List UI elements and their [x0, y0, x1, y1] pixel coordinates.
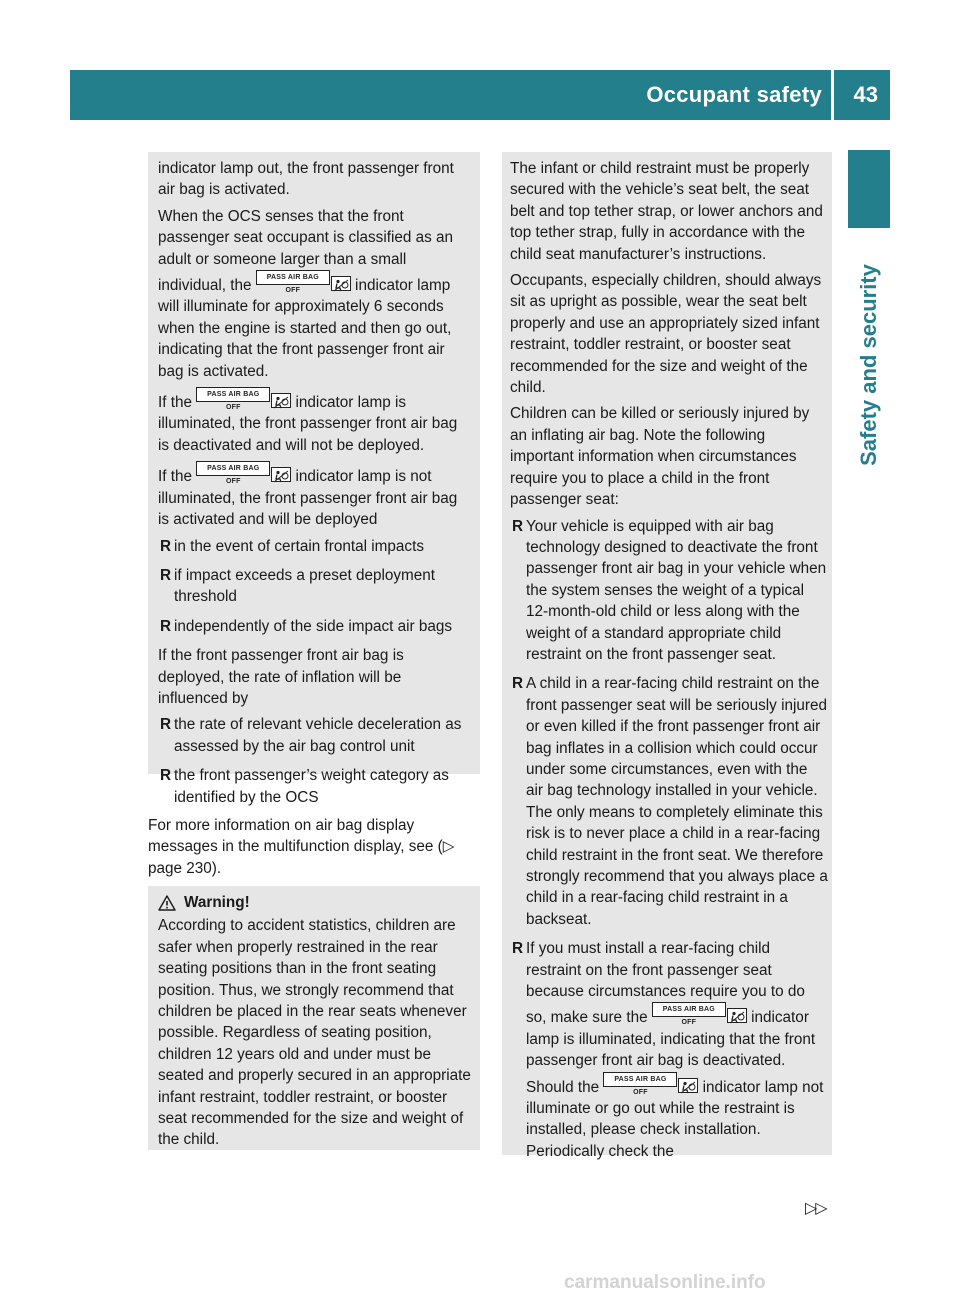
list-item [510, 673, 828, 930]
paragraph: The infant or child restraint must be properly secured with the vehicle’s seat belt, the seat belt and top tether strap, or lower anchors and top tether strap, fully in accordance with the child seat manufacturer’s instructions. [510, 160, 823, 263]
bullet-mark: R [160, 767, 172, 785]
header-divider [831, 70, 834, 120]
pass-airbag-off-label: PASS AIR BAG OFF [196, 461, 270, 476]
text-run: For more information on air bag display messages in the multifunction display, see ( [148, 817, 443, 856]
bullet-mark: R [160, 617, 172, 635]
text-run: indicator lamp will illuminate for approximately 6 seconds when the engine is started and then go out, indicating that the front passenger front air bag is activated. [158, 277, 452, 380]
pass-airbag-off-label: PASS AIR BAG OFF [196, 387, 270, 402]
bullet-mark: R [512, 940, 524, 958]
airbag-off-icon [678, 1078, 698, 1093]
list-item-text: Your vehicle is equipped with air bag technology designed to deactivate the front passenger front air bag in your vehicle when the system senses the weight of a typical 12-month-old child or less along with the weight of a standard appropriate child restraint on the front passenger seat. [526, 517, 827, 663]
page-reference-link[interactable]: page 230). [148, 859, 222, 877]
deployment-bullet-list [158, 536, 472, 638]
warning-text: According to accident statistics, children are safer when properly restrained in the rear seating positions than in the front seating position. Thus, we strongly recommend that children be placed in the rear seats whenever possible. Regardless of seating position, children 12 years old and under must be seated and properly secured in an appropriate infant restraint, toddler restraint, or booster seat recommended for the size and weight of the child. [158, 917, 471, 1149]
list-item-text: the front passenger’s weight category as identified by the OCS [174, 767, 449, 806]
airbag-off-icon [271, 393, 291, 408]
list-item [510, 938, 828, 1162]
airbag-off-lamp [256, 274, 351, 295]
page-reference-arrow-icon: ▷ [442, 838, 455, 856]
text-run: indicator lamp is illuminated, indicating that the front passenger front air bag is deactivated. Should the [526, 1009, 816, 1096]
paragraph: Children can be killed or seriously injured by an inflating air bag. Note the following important information when circumstances require you to place a child in the front passenger seat: [510, 405, 810, 509]
list-item-text: if impact exceeds a preset deployment threshold [174, 566, 436, 606]
list-item [158, 565, 472, 608]
airbag-off-icon [331, 276, 351, 291]
child-restraint-panel [502, 152, 832, 1160]
side-chapter-tab [845, 245, 893, 485]
paragraph [158, 387, 472, 456]
bullet-mark: R [160, 716, 172, 734]
paragraph: Occupants, especially children, should always sit as upright as possible, wear the seat belt properly and use an appropriately sized infant restraint, toddler restraint, or booster seat recommended for the size and weight of the child. [510, 272, 822, 397]
watermark: carmanualsonline.info [564, 1272, 766, 1293]
paragraph: indicator lamp out, the front passenger front air bag is activated. [158, 160, 454, 199]
pass-airbag-off-label: PASS AIR BAG OFF [256, 270, 330, 285]
side-thumb-marker [848, 150, 890, 228]
section-title: Occupant safety [646, 82, 822, 107]
text-run: If the [158, 394, 193, 412]
airbag-off-lamp [196, 391, 291, 412]
warning-panel [148, 886, 480, 1150]
ocs-info-panel [148, 152, 480, 806]
list-item [158, 765, 472, 808]
pass-airbag-off-label: PASS AIR BAG OFF [603, 1072, 677, 1087]
airbag-off-icon [271, 467, 291, 482]
list-item-text: in the event of certain frontal impacts [174, 537, 424, 555]
page-number: 43 [853, 82, 878, 107]
text-run: If the [158, 468, 193, 486]
airbag-off-lamp [603, 1075, 698, 1096]
airbag-off-icon [727, 1008, 747, 1023]
list-item-text: A child in a rear-facing child restraint on the front passenger seat will be seriously injured or even killed if the front passenger front air bag inflates in a collision which could occur under some circumstances, even with the air bag technology installed in your vehicle. The only means to completely eliminate this risk is to never place a child in a rear-facing child restraint in the front seat. We therefore strongly recommend that you always place a child in a rear-facing child restraint in a backseat. [526, 675, 828, 928]
display-messages-reference [148, 815, 480, 879]
list-item [510, 516, 828, 666]
paragraph: If the front passenger front air bag is deployed, the rate of inflation will be influenced by [158, 647, 404, 707]
page-header [70, 70, 890, 120]
bullet-mark: R [160, 537, 172, 555]
text-run: indicator lamp not illuminate or go out while the restraint is installed, please check installation. Periodically check the [526, 1078, 824, 1160]
list-item-text: independently of the side impact air bags [174, 617, 453, 635]
airbag-off-lamp [652, 1006, 747, 1027]
bullet-mark: R [512, 517, 524, 535]
warning-title: Warning! [184, 894, 250, 911]
list-item [158, 714, 472, 757]
text-run: If you must install a rear-facing child restraint on the front passenger seat because circumstances require you to do so, make sure the [526, 940, 805, 1027]
warning-header [158, 892, 472, 913]
list-item [158, 536, 472, 557]
paragraph [158, 461, 472, 530]
paragraph [158, 206, 472, 382]
list-item-text: the rate of relevant vehicle deceleration as assessed by the air bag control unit [174, 716, 462, 755]
inflation-bullet-list [158, 714, 472, 808]
text-run: When the OCS senses that the front passenger seat occupant is classified as an adult or someone larger than a small individual, the [158, 207, 454, 295]
bullet-mark: R [512, 675, 524, 693]
pass-airbag-off-label: PASS AIR BAG OFF [652, 1002, 726, 1017]
bullet-mark: R [160, 566, 172, 584]
text-run: indicator lamp is illuminated, the front passenger front air bag is deactivated and will not be deployed. [158, 394, 458, 454]
list-item [158, 616, 472, 637]
warning-triangle-icon [158, 895, 176, 911]
text-run: indicator lamp is not illuminated, the front passenger front air bag is activated and will be deployed [158, 468, 458, 529]
airbag-off-lamp [196, 465, 291, 486]
continue-next-page-icon: ▷▷ [805, 1200, 826, 1217]
side-chapter-label: Safety and security [856, 264, 881, 466]
